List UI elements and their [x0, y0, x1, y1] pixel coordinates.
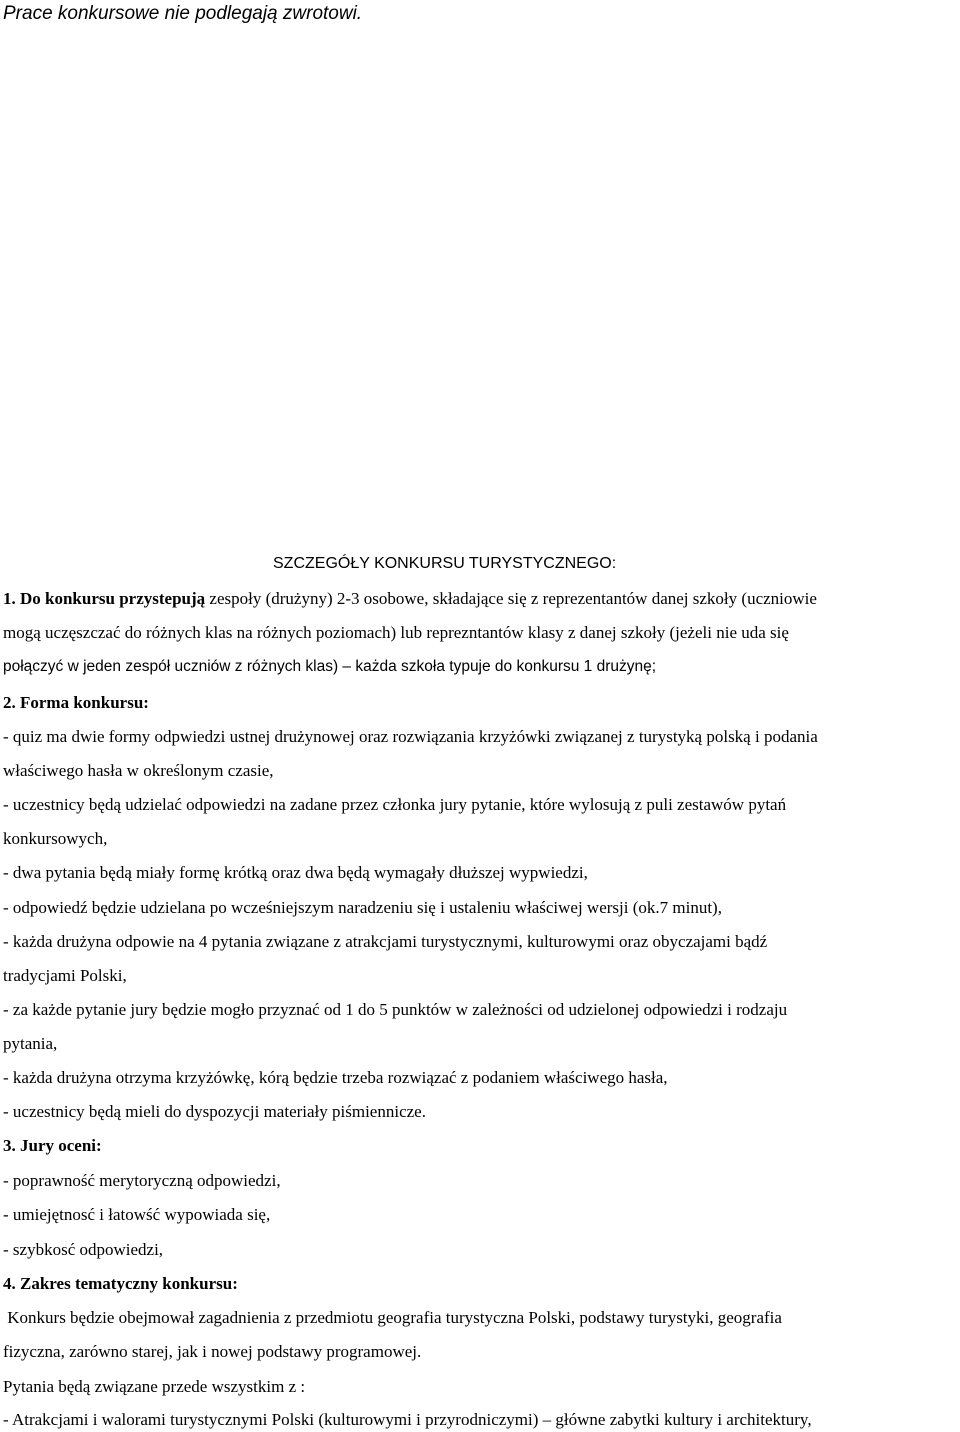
section-3-line: - poprawność merytoryczną odpowiedzi, [3, 1171, 281, 1190]
section-3-line: - szybkosć odpowiedzi, [3, 1240, 164, 1259]
section-2-line: konkursowych, [3, 829, 108, 848]
section-2-line: - każda drużyna otrzyma krzyżówkę, kórą będzie trzeba rozwiązać z podaniem właściwego hasła, [3, 1068, 668, 1087]
section-2-line: - uczestnicy będą mieli do dyspozycji materiały piśmiennicze. [3, 1102, 426, 1121]
section-3-heading-text: 3. Jury oceni: [3, 1136, 102, 1155]
section-2-line: - odpowiedź będzie udzielana po wcześniejszym naradzeniu się i ustaleniu właściwej wersji (ok.7 minut), [3, 898, 722, 917]
paragraph-1-number: 1. [3, 589, 16, 608]
paragraph-1-text: zespoły (drużyny) 2-3 osobowe, składające się z reprezentantów danej szkoły (uczniowie [209, 589, 817, 608]
section-2-heading [3, 693, 149, 713]
section-4-line: - Atrakcjami i walorami turystycznymi Polski (kulturowymi i przyrodniczymi) – główne zabytki kultury i architektury, [3, 1410, 812, 1429]
section-2-line: - za każde pytanie jury będzie mogło przyznać od 1 do 5 punktów w zależności od udzielonej odpowiedzi i rodzaju [3, 1000, 788, 1019]
section-2-line: tradycjami Polski, [3, 966, 127, 985]
section-3-line: - umiejętnosć i łatowść wypowiada się, [3, 1205, 271, 1224]
section-2-line: - każda drużyna odpowie na 4 pytania związane z atrakcjami turystycznymi, kulturowymi oraz obyczajami bądź [3, 932, 768, 951]
section-title: SZCZEGÓŁY KONKURSU TURYSTYCZNEGO: [273, 555, 617, 572]
section-3-heading [3, 1136, 102, 1156]
section-4-line: Pytania będą związane przede wszystkim z : [3, 1377, 306, 1396]
section-2-line: pytania, [3, 1034, 58, 1053]
section-4-line: fizyczna, zarówno starej, jak i nowej podstawy programowej. [3, 1342, 422, 1361]
section-2-heading-text: 2. Forma konkursu: [3, 693, 149, 712]
paragraph-1-line-3: połączyć w jeden zespół uczniów z różnych klas) – każda szkoła typuje do konkursu 1 drużynę; [3, 658, 657, 675]
paragraph-1-bold: Do konkursu przystepują [20, 589, 206, 608]
section-4-heading-text: 4. Zakres tematyczny konkursu: [3, 1274, 238, 1293]
header-note: Prace konkursowe nie podlegają zwrotowi. [3, 3, 363, 24]
section-2-line: - dwa pytania będą miały formę krótką oraz dwa będą wymagały dłuższej wypwiedzi, [3, 863, 588, 882]
paragraph-1-line-2: mogą uczęszczać do różnych klas na różnych poziomach) lub reprezntantów klasy z danej szkoły (jeżeli nie uda się [3, 623, 789, 642]
section-4-line: Konkurs będzie obejmował zagadnienia z przedmiotu geografia turystyczna Polski, podstawy turystyki, geografia [3, 1308, 782, 1327]
paragraph-1-line-1 [3, 589, 817, 609]
section-2-line: - uczestnicy będą udzielać odpowiedzi na zadane przez członka jury pytanie, które wylosują z puli zestawów pytań [3, 795, 787, 814]
section-2-line: właściwego hasła w określonym czasie, [3, 761, 274, 780]
section-4-heading [3, 1274, 238, 1294]
section-2-line: - quiz ma dwie formy odpwiedzi ustnej drużynowej oraz rozwiązania krzyżówki związanej z turystyką polską i podania [3, 727, 818, 746]
